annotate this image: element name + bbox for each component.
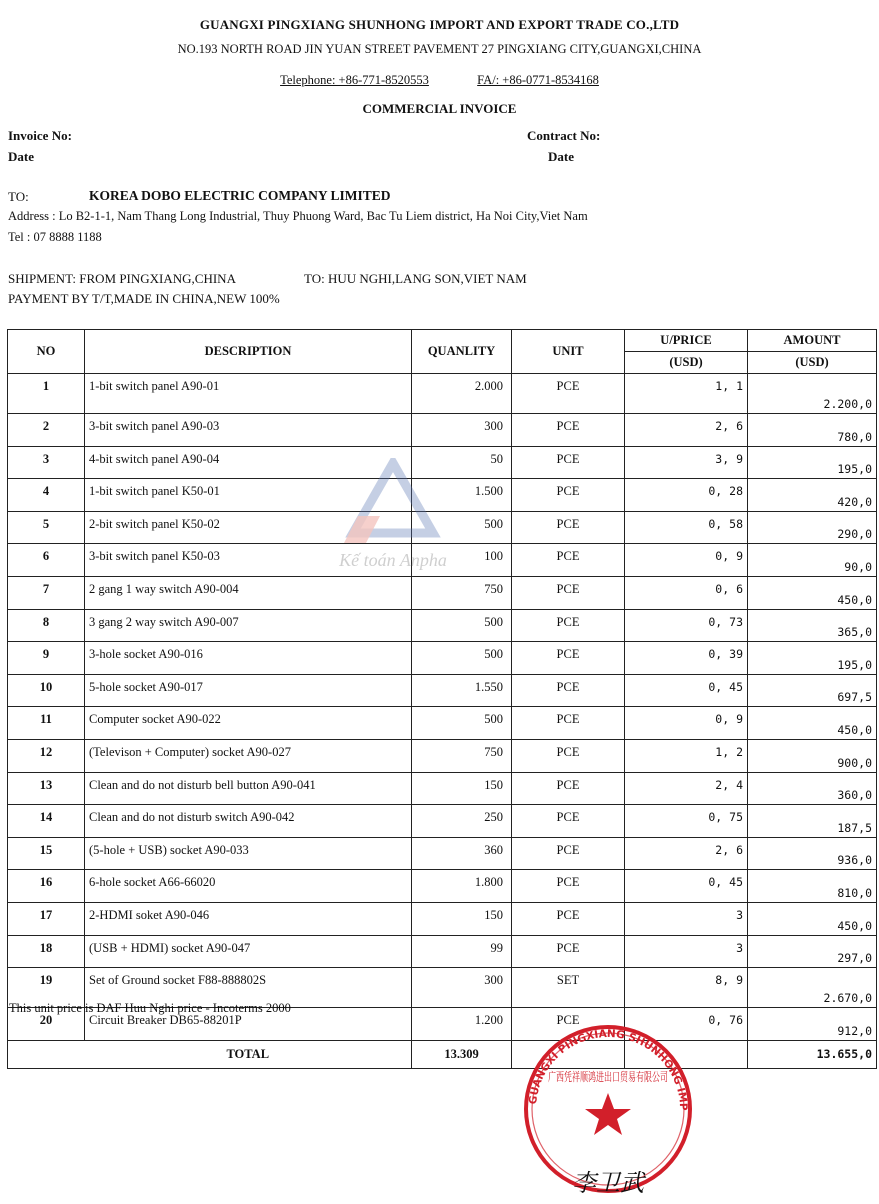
row-unit-price: 2, 6: [625, 837, 748, 870]
row-quantity: 100: [412, 544, 512, 577]
row-unit-price: 2, 6: [625, 414, 748, 447]
row-quantity: 1.200: [412, 1008, 512, 1041]
stamp-signature: 李卫武: [572, 1169, 644, 1197]
row-no: 3: [8, 446, 85, 479]
row-unit: PCE: [512, 902, 625, 935]
row-unit-price: 3, 9: [625, 446, 748, 479]
row-unit-price: 8, 9: [625, 968, 748, 1008]
row-unit-price: 0, 6: [625, 576, 748, 609]
row-unit: PCE: [512, 544, 625, 577]
row-no: 9: [8, 642, 85, 675]
table-row: [8, 609, 877, 642]
telephone: Telephone: +86-771-8520553: [280, 73, 429, 87]
row-no: 11: [8, 707, 85, 740]
stamp-seal-icon: [508, 1023, 708, 1199]
row-description: (USB + HDMI) socket A90-047: [85, 935, 412, 968]
company-stamp: [508, 1023, 708, 1199]
row-unit: PCE: [512, 870, 625, 903]
table-row: [8, 837, 877, 870]
total-amount: 13.655,0: [748, 1040, 877, 1068]
row-amount: 450,0: [748, 576, 877, 609]
row-unit-price: 3: [625, 902, 748, 935]
date-label-left: Date: [8, 149, 34, 164]
payment-terms: PAYMENT BY T/T,MADE IN CHINA,NEW 100%: [8, 291, 280, 306]
row-unit-price: 2, 4: [625, 772, 748, 805]
invoice-items-table: [7, 329, 877, 1069]
company-name: GUANGXI PINGXIANG SHUNHONG IMPORT AND EXPORT TRADE CO.,LTD: [199, 17, 680, 32]
row-description: (5-hole + USB) socket A90-033: [85, 837, 412, 870]
row-unit-price: 0, 45: [625, 870, 748, 903]
row-amount: 810,0: [748, 870, 877, 903]
row-description: 1-bit switch panel A90-01: [85, 374, 412, 414]
row-no: 2: [8, 414, 85, 447]
row-unit-price: 1, 2: [625, 739, 748, 772]
row-unit: PCE: [512, 479, 625, 512]
shipment-to: TO: HUU NGHI,LANG SON,VIET NAM: [304, 271, 527, 286]
row-quantity: 750: [412, 739, 512, 772]
shipment-from: SHIPMENT: FROM PINGXIANG,CHINA: [8, 271, 236, 286]
row-description: Clean and do not disturb switch A90-042: [85, 805, 412, 838]
row-quantity: 300: [412, 968, 512, 1008]
price-note: This unit price is DAF Huu Nghi price - Incoterms 2000: [9, 1001, 291, 1015]
header-amount-currency: (USD): [748, 352, 877, 374]
watermark-text: Kế toán Anpha: [339, 550, 447, 570]
row-unit: PCE: [512, 642, 625, 675]
row-amount: 290,0: [748, 511, 877, 544]
row-quantity: 750: [412, 576, 512, 609]
row-quantity: 50: [412, 446, 512, 479]
row-amount: 697,5: [748, 674, 877, 707]
buyer-tel: Tel : 07 8888 1188: [8, 230, 102, 244]
row-amount: 450,0: [748, 707, 877, 740]
table-row: [8, 805, 877, 838]
header-uprice: U/PRICE: [625, 330, 748, 352]
row-quantity: 250: [412, 805, 512, 838]
table-row: [8, 707, 877, 740]
row-unit: PCE: [512, 935, 625, 968]
row-unit: PCE: [512, 374, 625, 414]
total-label: TOTAL: [85, 1040, 412, 1068]
row-unit: SET: [512, 968, 625, 1008]
buyer-address: Address : Lo B2-1-1, Nam Thang Long Industrial, Thuy Phuong Ward, Bac Tu Liem district, Ha Noi City,Viet Nam: [8, 209, 588, 223]
table-row: [8, 642, 877, 675]
row-amount: 780,0: [748, 414, 877, 447]
table-row: [8, 902, 877, 935]
row-no: 18: [8, 935, 85, 968]
contract-no-label: Contract No:: [527, 128, 601, 143]
header-quantity: QUANLITY: [412, 330, 512, 374]
row-description: 2-HDMI soket A90-046: [85, 902, 412, 935]
row-unit-price: 0, 73: [625, 609, 748, 642]
row-no: 8: [8, 609, 85, 642]
row-description: 4-bit switch panel A90-04: [85, 446, 412, 479]
row-no: 19: [8, 968, 85, 1008]
row-quantity: 150: [412, 902, 512, 935]
row-unit-price: 0, 9: [625, 544, 748, 577]
row-unit-price: 0, 76: [625, 1008, 748, 1041]
total-no-cell: [8, 1040, 85, 1068]
row-no: 10: [8, 674, 85, 707]
row-unit-price: 3: [625, 935, 748, 968]
row-description: 3-bit switch panel A90-03: [85, 414, 412, 447]
table-row: [8, 739, 877, 772]
row-amount: 2.200,0: [748, 374, 877, 414]
header-no: NO: [8, 330, 85, 374]
row-description: Set of Ground socket F88-888802S: [85, 968, 412, 1008]
header-amount: AMOUNT: [748, 330, 877, 352]
document-title: COMMERCIAL INVOICE: [362, 101, 517, 116]
company-address: NO.193 NORTH ROAD JIN YUAN STREET PAVEMENT 27 PINGXIANG CITY,GUANGXI,CHINA: [177, 42, 702, 56]
row-amount: 195,0: [748, 642, 877, 675]
row-amount: 90,0: [748, 544, 877, 577]
row-unit-price: 0, 39: [625, 642, 748, 675]
header-uprice-currency: (USD): [625, 352, 748, 374]
row-unit-price: 0, 75: [625, 805, 748, 838]
row-description: 2 gang 1 way switch A90-004: [85, 576, 412, 609]
row-no: 1: [8, 374, 85, 414]
stamp-inner-text: 广西凭祥顺鸿进出口贸易有限: [548, 1070, 705, 1084]
row-unit: PCE: [512, 772, 625, 805]
row-no: 13: [8, 772, 85, 805]
table-row: [8, 674, 877, 707]
watermark: [318, 458, 468, 578]
row-quantity: 500: [412, 511, 512, 544]
row-no: 16: [8, 870, 85, 903]
buyer-name: KOREA DOBO ELECTRIC COMPANY LIMITED: [89, 188, 391, 203]
row-amount: 187,5: [748, 805, 877, 838]
watermark-logo-icon: [318, 458, 468, 578]
header-unit: UNIT: [512, 330, 625, 374]
row-quantity: 1.800: [412, 870, 512, 903]
fax: FA/: +86-0771-8534168: [477, 73, 599, 87]
row-quantity: 1.500: [412, 479, 512, 512]
row-unit-price: 0, 9: [625, 707, 748, 740]
row-amount: 195,0: [748, 446, 877, 479]
row-no: 4: [8, 479, 85, 512]
row-unit: PCE: [512, 739, 625, 772]
row-quantity: 360: [412, 837, 512, 870]
row-no: 17: [8, 902, 85, 935]
row-amount: 912,0: [748, 1008, 877, 1041]
row-no: 14: [8, 805, 85, 838]
row-no: 12: [8, 739, 85, 772]
table-row: [8, 576, 877, 609]
stamp-outer-text: GUANGXI PINGXIANG SHUNHONG IMP: [527, 1027, 690, 1111]
row-description: 1-bit switch panel K50-01: [85, 479, 412, 512]
company-contact: [0, 73, 879, 88]
row-amount: 450,0: [748, 902, 877, 935]
row-amount: 365,0: [748, 609, 877, 642]
row-quantity: 300: [412, 414, 512, 447]
row-no: 15: [8, 837, 85, 870]
row-unit: PCE: [512, 576, 625, 609]
row-quantity: 500: [412, 609, 512, 642]
table-row: [8, 772, 877, 805]
row-description: 3 gang 2 way switch A90-007: [85, 609, 412, 642]
row-amount: 420,0: [748, 479, 877, 512]
table-row: [8, 870, 877, 903]
total-quantity: 13.309: [412, 1040, 512, 1068]
row-description: 2-bit switch panel K50-02: [85, 511, 412, 544]
row-quantity: 1.550: [412, 674, 512, 707]
row-description: 6-hole socket A66-66020: [85, 870, 412, 903]
row-amount: 297,0: [748, 935, 877, 968]
table-row: [8, 935, 877, 968]
row-description: 3-bit switch panel K50-03: [85, 544, 412, 577]
row-description: Circuit Breaker DB65-88201P: [85, 1008, 412, 1041]
row-unit: PCE: [512, 609, 625, 642]
row-unit-price: 0, 28: [625, 479, 748, 512]
row-amount: 900,0: [748, 739, 877, 772]
table-row: [8, 414, 877, 447]
row-unit: PCE: [512, 707, 625, 740]
row-quantity: 150: [412, 772, 512, 805]
row-description: (Televison + Computer) socket A90-027: [85, 739, 412, 772]
row-unit: PCE: [512, 446, 625, 479]
row-quantity: 2.000: [412, 374, 512, 414]
row-amount: 2.670,0: [748, 968, 877, 1008]
row-unit-price: 1, 1: [625, 374, 748, 414]
row-amount: 360,0: [748, 772, 877, 805]
table-row: [8, 374, 877, 414]
row-quantity: 99: [412, 935, 512, 968]
row-quantity: 500: [412, 707, 512, 740]
row-description: 5-hole socket A90-017: [85, 674, 412, 707]
row-unit: PCE: [512, 674, 625, 707]
row-unit-price: 0, 45: [625, 674, 748, 707]
row-amount: 936,0: [748, 837, 877, 870]
header-description: DESCRIPTION: [85, 330, 412, 374]
date-label-right: Date: [548, 149, 574, 164]
row-no: 5: [8, 511, 85, 544]
row-no: 20: [8, 1008, 85, 1041]
row-unit: PCE: [512, 511, 625, 544]
total-row: [8, 1040, 877, 1068]
svg-text:GUANGXI PINGXIANG SHUNHONG IMP: [508, 1023, 705, 1111]
row-unit: PCE: [512, 414, 625, 447]
row-unit-price: 0, 58: [625, 511, 748, 544]
row-unit: PCE: [512, 1008, 625, 1041]
row-no: 7: [8, 576, 85, 609]
row-description: Clean and do not disturb bell button A90-041: [85, 772, 412, 805]
row-no: 6: [8, 544, 85, 577]
row-description: 3-hole socket A90-016: [85, 642, 412, 675]
row-description: Computer socket A90-022: [85, 707, 412, 740]
invoice-no-label: Invoice No:: [8, 128, 72, 143]
row-unit: PCE: [512, 805, 625, 838]
row-quantity: 500: [412, 642, 512, 675]
to-label: TO:: [8, 189, 29, 204]
row-unit: PCE: [512, 837, 625, 870]
